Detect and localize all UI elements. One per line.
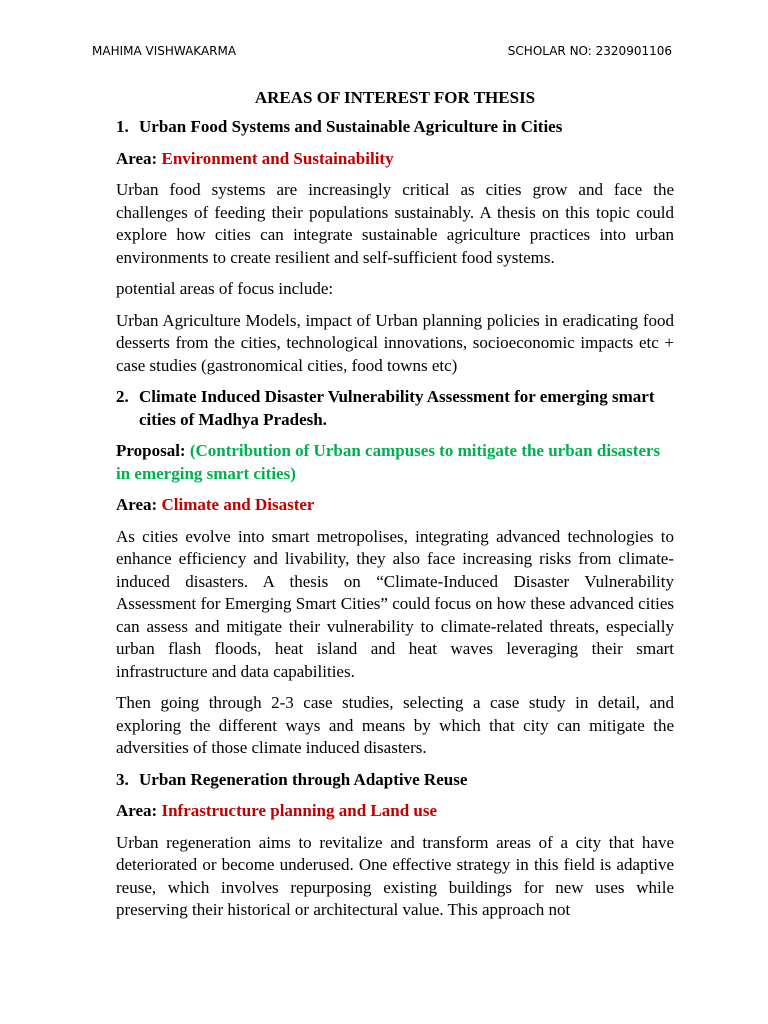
paragraph: Urban food systems are increasingly critical as cities grow and face the challenges of feeding their populations sustainably. A thesis on this topic could explore how cities can integrate sustainable agriculture practices into urban environments to create resilient and self-sufficient food systems.: [116, 180, 674, 267]
section-heading-1: [116, 116, 674, 139]
section-title: Climate Induced Disaster Vulnerability Assessment for emerging smart cities of Madhya Pradesh.: [139, 387, 655, 429]
area-value: Climate and Disaster: [161, 495, 315, 514]
area-value: Environment and Sustainability: [161, 148, 394, 168]
proposal-line: [116, 440, 674, 485]
section-number: 1.: [116, 117, 129, 136]
area-label: Area:: [116, 495, 158, 514]
paragraph: Then going through 2-3 case studies, selecting a case study in detail, and exploring the different ways and means by which that city can mitigate the adversities of those climate induced disasters.: [116, 693, 674, 757]
author-name: MAHIMA VISHWAKARMA: [92, 44, 237, 58]
area-line-2: [116, 494, 674, 517]
paragraph: As cities evolve into smart metropolises, integrating advanced technologies to enhance efficiency and livability, they also face increasing risks from climate-induced disasters. A thesis on “Climate-Induced Disaster Vulnerability Assessment for Emerging Smart Cities” could focus on how these advanced cities can assess and mitigate their vulnerability to climate-related threats, especially urban flash floods, heat island and heat waves leveraging their smart infrastructure and data capabilities.: [116, 526, 674, 681]
area-label: Area:: [116, 801, 158, 820]
area-value: Infrastructure planning and Land use: [161, 801, 438, 820]
paragraph: potential areas of focus include:: [116, 279, 334, 298]
area-line-3: [116, 800, 674, 823]
section-heading-3: [116, 769, 674, 792]
section-heading-2: [116, 386, 674, 431]
page-header: [92, 40, 672, 62]
page-title: AREAS OF INTEREST FOR THESIS: [254, 88, 536, 107]
section-number: 2.: [116, 387, 129, 406]
proposal-label: Proposal:: [116, 441, 186, 460]
area-line-1: [116, 148, 674, 171]
paragraph: Urban regeneration aims to revitalize and transform areas of a city that have deteriorated or become underused. One effective strategy in this field is adaptive reuse, which involves repurposing existing buildings for new uses while preserving their historical or architectural value. This approach not: [116, 832, 674, 919]
scholar-number: SCHOLAR NO: 2320901106: [507, 44, 672, 58]
section-title: Urban Regeneration through Adaptive Reuse: [139, 769, 468, 789]
document-body: [116, 86, 674, 931]
proposal-value: (Contribution of Urban campuses to mitigate the urban disasters in emerging smart cities): [116, 441, 661, 483]
section-number: 3.: [116, 769, 129, 789]
area-label: Area:: [116, 148, 158, 168]
section-title: Urban Food Systems and Sustainable Agriculture in Cities: [139, 117, 563, 136]
paragraph: Urban Agriculture Models, impact of Urban planning policies in eradicating food desserts from the cities, technological innovations, socioeconomic impacts etc + case studies (gastronomical cities, food towns etc): [116, 310, 674, 375]
